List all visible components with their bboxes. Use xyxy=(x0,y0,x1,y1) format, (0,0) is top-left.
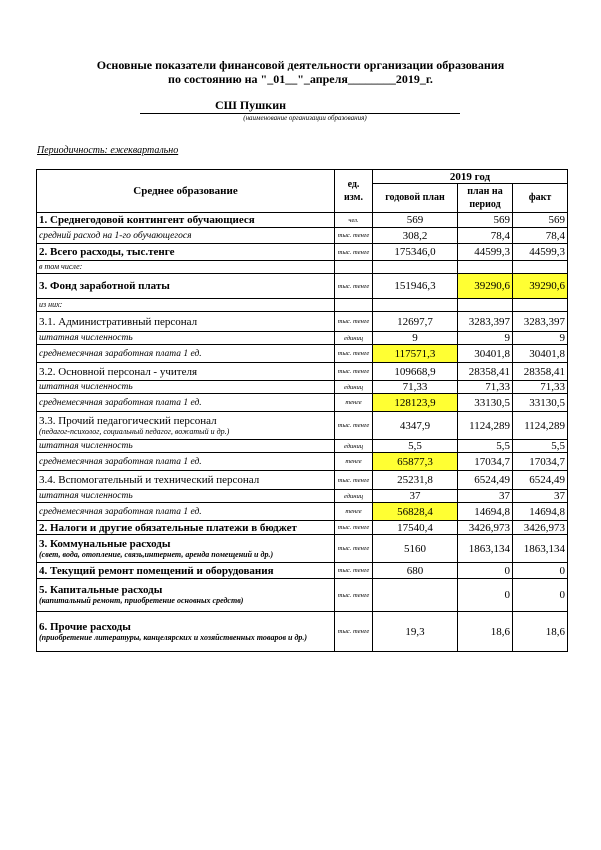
row-name xyxy=(37,345,335,363)
row-name-text: 2. Всего расходы, тыс.тенге xyxy=(39,246,175,258)
row-name xyxy=(37,440,335,453)
table-row xyxy=(37,332,568,345)
row-annual-value xyxy=(373,299,458,312)
row-unit: тыс. тенге xyxy=(335,274,373,299)
row-annual-value: 12697,7 xyxy=(373,312,458,332)
row-name-text: средний расход на 1-го обучающегося xyxy=(39,230,192,241)
header-year: 2019 год xyxy=(373,170,568,184)
row-fact-value: 17034,7 xyxy=(513,453,568,471)
table-row xyxy=(37,261,568,274)
table-row xyxy=(37,471,568,490)
header-section: Среднее образование xyxy=(37,170,335,213)
row-annual-value: 151946,3 xyxy=(373,274,458,299)
row-annual-value: 56828,4 xyxy=(373,503,458,521)
header-unit: ед. изм. xyxy=(335,170,373,213)
row-annual-value: 117571,3 xyxy=(373,345,458,363)
row-name-text: 4. Текущий ремонт помещений и оборудования xyxy=(39,564,274,577)
row-name-text: 5. Капитальные расходы xyxy=(39,584,163,596)
report-title-line1: Основные показатели финансовой деятельности организации образования xyxy=(96,58,505,72)
table-row xyxy=(37,490,568,503)
row-fact-value: 37 xyxy=(513,490,568,503)
row-name-text: 3.4. Вспомогательный и технический персонал xyxy=(39,474,260,486)
row-unit: тыс. тенге xyxy=(335,563,373,579)
row-unit: тыс. тенге xyxy=(335,228,373,244)
table-row xyxy=(37,312,568,332)
table-row xyxy=(37,299,568,312)
row-period-value: 78,4 xyxy=(458,228,513,244)
row-period-value: 17034,7 xyxy=(458,453,513,471)
row-name-text: 3.3. Прочий педагогический персонал xyxy=(39,414,217,427)
row-period-value: 0 xyxy=(458,579,513,612)
row-name xyxy=(37,503,335,521)
row-unit: чел. xyxy=(335,213,373,228)
row-name xyxy=(37,274,335,299)
table-row xyxy=(37,535,568,563)
row-name-text: среднемесячная заработная плата 1 ед. xyxy=(39,397,202,408)
row-period-value xyxy=(458,261,513,274)
row-name xyxy=(37,453,335,471)
row-period-value: 71,33 xyxy=(458,381,513,394)
financial-table xyxy=(36,169,568,652)
table-row xyxy=(37,228,568,244)
row-unit xyxy=(335,299,373,312)
row-name xyxy=(37,299,335,312)
row-name-text: 2. Налоги и другие обязательные платежи в бюджет xyxy=(39,521,297,534)
row-name xyxy=(37,490,335,503)
row-unit: тенге xyxy=(335,503,373,521)
row-unit: тыс. тенге xyxy=(335,535,373,563)
row-fact-value: 1863,134 xyxy=(513,535,568,563)
row-annual-value: 65877,3 xyxy=(373,453,458,471)
row-name xyxy=(37,213,335,228)
row-period-value: 3283,397 xyxy=(458,312,513,332)
row-period-value: 30401,8 xyxy=(458,345,513,363)
row-annual-value: 109668,9 xyxy=(373,363,458,381)
row-annual-value xyxy=(373,261,458,274)
row-fact-value: 33130,5 xyxy=(513,394,568,412)
row-name xyxy=(37,535,335,563)
row-unit: тенге xyxy=(335,394,373,412)
row-name-text: штатная численность xyxy=(39,441,133,451)
table-row xyxy=(37,440,568,453)
row-period-value: 14694,8 xyxy=(458,503,513,521)
row-name xyxy=(37,563,335,579)
row-unit: тыс. тенге xyxy=(335,612,373,652)
row-unit: тыс. тенге xyxy=(335,244,373,261)
row-name-text: 3.2. Основной персонал - учителя xyxy=(39,365,198,378)
row-name xyxy=(37,521,335,535)
table-row xyxy=(37,412,568,440)
row-period-value: 1124,289 xyxy=(458,412,513,440)
row-annual-value: 71,33 xyxy=(373,381,458,394)
report-title-line2: по состоянию на "_01__"_апреля________2019_г. xyxy=(168,72,433,86)
row-unit: единиц xyxy=(335,332,373,345)
row-unit: тыс. тенге xyxy=(335,312,373,332)
row-name xyxy=(37,579,335,612)
table-row xyxy=(37,563,568,579)
row-annual-value: 19,3 xyxy=(373,612,458,652)
row-name-text: 1. Среднегодовой контингент обучающиеся xyxy=(39,214,255,226)
row-name-text: 3. Фонд заработной платы xyxy=(39,280,170,292)
header-annual: годовой план xyxy=(373,184,458,213)
row-annual-value: 37 xyxy=(373,490,458,503)
row-period-value: 569 xyxy=(458,213,513,228)
row-annual-value: 5160 xyxy=(373,535,458,563)
row-fact-value: 71,33 xyxy=(513,381,568,394)
table-row xyxy=(37,503,568,521)
row-period-value: 28358,41 xyxy=(458,363,513,381)
row-period-value: 9 xyxy=(458,332,513,345)
table-row xyxy=(37,612,568,652)
row-name-note: (капитальный ремонт, приобретение основных средств) xyxy=(39,596,244,605)
organization-name: СШ Пушкин xyxy=(215,98,287,112)
row-name xyxy=(37,332,335,345)
row-fact-value: 569 xyxy=(513,213,568,228)
row-unit: тыс. тенге xyxy=(335,345,373,363)
table-row xyxy=(37,213,568,228)
row-annual-value: 9 xyxy=(373,332,458,345)
row-unit: единиц xyxy=(335,381,373,394)
row-annual-value: 5,5 xyxy=(373,440,458,453)
row-name xyxy=(37,412,335,440)
table-row xyxy=(37,381,568,394)
row-name-text: штатная численность xyxy=(39,491,133,501)
row-name-note: (свет, вода, отопление, связь,интернет, аренда помещений и др.) xyxy=(39,549,274,559)
row-annual-value: 175346,0 xyxy=(373,244,458,261)
row-name-text: 3.1. Административный персонал xyxy=(39,315,198,328)
row-name-text: среднемесячная заработная плата 1 ед. xyxy=(39,506,202,517)
row-period-value: 5,5 xyxy=(458,440,513,453)
row-fact-value: 0 xyxy=(513,563,568,579)
row-period-value: 39290,6 xyxy=(458,274,513,299)
row-name xyxy=(37,261,335,274)
row-name-note: (приобретение литературы, канцелярских и хозяйственных товаров и др.) xyxy=(39,632,308,642)
row-unit xyxy=(335,261,373,274)
row-name xyxy=(37,394,335,412)
table-row xyxy=(37,363,568,381)
row-fact-value: 1124,289 xyxy=(513,412,568,440)
row-fact-value: 28358,41 xyxy=(513,363,568,381)
row-annual-value: 128123,9 xyxy=(373,394,458,412)
row-name-text: штатная численность xyxy=(39,382,133,392)
row-name-note: (педагог-психолог, социальный педагог, вожатый и др.) xyxy=(39,426,230,436)
row-period-value xyxy=(458,299,513,312)
table-row xyxy=(37,453,568,471)
row-fact-value xyxy=(513,261,568,274)
row-name-text: среднемесячная заработная плата 1 ед. xyxy=(39,348,202,359)
row-period-value: 1863,134 xyxy=(458,535,513,563)
row-period-value: 6524,49 xyxy=(458,471,513,490)
row-unit: единиц xyxy=(335,490,373,503)
row-annual-value: 308,2 xyxy=(373,228,458,244)
row-annual-value xyxy=(373,579,458,612)
row-fact-value: 9 xyxy=(513,332,568,345)
row-annual-value: 4347,9 xyxy=(373,412,458,440)
table-row xyxy=(37,274,568,299)
header-fact: факт xyxy=(513,184,568,213)
row-period-value: 0 xyxy=(458,563,513,579)
row-period-value: 44599,3 xyxy=(458,244,513,261)
row-name xyxy=(37,381,335,394)
row-fact-value xyxy=(513,299,568,312)
row-name-text: 3. Коммунальные расходы xyxy=(39,537,171,550)
table-row xyxy=(37,345,568,363)
row-name xyxy=(37,312,335,332)
row-unit: тыс. тенге xyxy=(335,579,373,612)
row-name xyxy=(37,471,335,490)
row-unit: тыс. тенге xyxy=(335,412,373,440)
row-name xyxy=(37,363,335,381)
row-fact-value: 0 xyxy=(513,579,568,612)
row-annual-value: 680 xyxy=(373,563,458,579)
row-unit: тенге xyxy=(335,453,373,471)
row-period-value: 18,6 xyxy=(458,612,513,652)
header-period: план на период xyxy=(458,184,513,213)
row-annual-value: 17540,4 xyxy=(373,521,458,535)
row-fact-value: 44599,3 xyxy=(513,244,568,261)
table-row xyxy=(37,579,568,612)
row-unit: единиц xyxy=(335,440,373,453)
row-fact-value: 6524,49 xyxy=(513,471,568,490)
table-row xyxy=(37,394,568,412)
row-name-text: в том числе: xyxy=(39,262,83,271)
row-name xyxy=(37,244,335,261)
row-name xyxy=(37,612,335,652)
row-name-text: среднемесячная заработная плата 1 ед. xyxy=(39,456,202,467)
row-fact-value: 18,6 xyxy=(513,612,568,652)
row-period-value: 33130,5 xyxy=(458,394,513,412)
row-fact-value: 14694,8 xyxy=(513,503,568,521)
row-unit: тыс. тенге xyxy=(335,363,373,381)
row-name-text: штатная численность xyxy=(39,333,133,343)
row-unit: тыс. тенге xyxy=(335,521,373,535)
row-fact-value: 30401,8 xyxy=(513,345,568,363)
row-name-text: из них: xyxy=(39,300,63,309)
row-fact-value: 78,4 xyxy=(513,228,568,244)
row-annual-value: 25231,8 xyxy=(373,471,458,490)
row-fact-value: 3426,973 xyxy=(513,521,568,535)
row-fact-value: 5,5 xyxy=(513,440,568,453)
row-annual-value: 569 xyxy=(373,213,458,228)
row-unit: тыс. тенге xyxy=(335,471,373,490)
table-row xyxy=(37,521,568,535)
row-name xyxy=(37,228,335,244)
row-fact-value: 3283,397 xyxy=(513,312,568,332)
row-fact-value: 39290,6 xyxy=(513,274,568,299)
table-row xyxy=(37,244,568,261)
row-period-value: 3426,973 xyxy=(458,521,513,535)
periodicity-label: Периодичность: ежеквартально xyxy=(37,145,179,156)
row-period-value: 37 xyxy=(458,490,513,503)
row-name-text: 6. Прочие расходы xyxy=(39,620,131,633)
organization-caption: (наименование организации образования) xyxy=(243,114,367,122)
